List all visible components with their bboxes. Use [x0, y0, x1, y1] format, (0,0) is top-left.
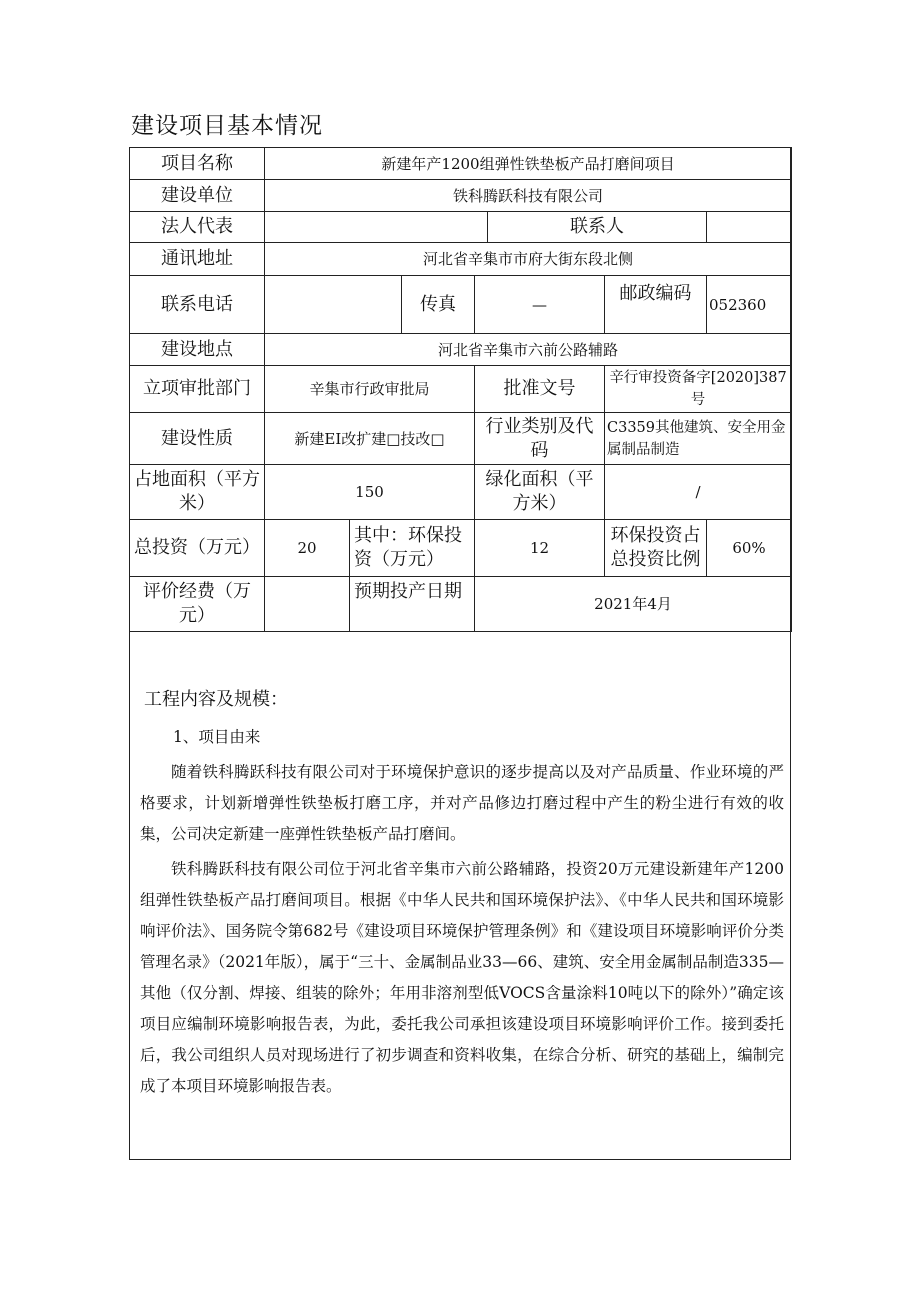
paragraph-background: 随着铁科腾跃科技有限公司对于环境保护意识的逐步提高以及对产品质量、作业环境的严格要求，计划新增弹性铁垫板打磨工序，并对产品修边打磨过程中产生的粉尘进行有效的收集，公司决定新建一座弹性铁垫板产品打磨间。 — [140, 763, 784, 843]
site-value: 河北省辛集市六前公路辅路 — [265, 334, 792, 366]
env-ratio-label: 环保投资占总投资比例 — [605, 520, 707, 577]
nature-label: 建设性质 — [130, 413, 265, 465]
industry-value: C3359其他建筑、安全用金属制品制造 — [605, 413, 792, 465]
green-area-label: 绿化面积（平方米） — [475, 465, 605, 520]
fax-value: — — [475, 276, 605, 334]
project-name-label: 项目名称 — [130, 148, 265, 180]
env-ratio-value: 60% — [707, 520, 792, 577]
legal-rep-label: 法人代表 — [130, 212, 265, 243]
eval-fee-value — [265, 577, 350, 632]
row-investment — [130, 520, 792, 577]
row-nature — [130, 413, 792, 465]
area-label: 占地面积（平方米） — [130, 465, 265, 520]
construction-unit-value: 铁科腾跃科技有限公司 — [265, 180, 792, 212]
legal-rep-value — [265, 212, 488, 243]
industry-label: 行业类别及代码 — [475, 413, 605, 465]
row-construction-unit — [130, 180, 792, 212]
env-invest-value: 12 — [475, 520, 605, 577]
page-title: 建设项目基本情况 — [131, 113, 323, 139]
contact-person-value — [707, 212, 792, 243]
row-phone — [130, 276, 792, 334]
project-name-value: 新建年产1200组弹性铁垫板产品打磨间项目 — [265, 148, 792, 180]
section-title: 工程内容及规模： — [144, 689, 288, 710]
approval-dept-label: 立项审批部门 — [130, 366, 265, 413]
fax-label: 传真 — [402, 276, 475, 334]
eval-fee-label: 评价经费（万元） — [130, 577, 265, 632]
start-date-value: 2021年4月 — [475, 577, 792, 632]
construction-unit-label: 建设单位 — [130, 180, 265, 212]
postcode-label: 邮政编码 — [605, 276, 707, 334]
phone-value — [265, 276, 402, 334]
row-area — [130, 465, 792, 520]
phone-label: 联系电话 — [130, 276, 265, 334]
row-approval — [130, 366, 792, 413]
green-area-value: / — [605, 465, 792, 520]
row-address — [130, 243, 792, 276]
nature-value: 新建EI改扩建□技改□ — [265, 413, 475, 465]
start-date-label: 预期投产日期 — [350, 577, 475, 632]
row-project-name — [130, 148, 792, 180]
site-label: 建设地点 — [130, 334, 265, 366]
approval-dept-value: 辛集市行政审批局 — [265, 366, 475, 413]
project-content — [140, 688, 784, 1102]
contact-person-label: 联系人 — [488, 212, 707, 243]
total-invest-label: 总投资（万元） — [130, 520, 265, 577]
row-eval-fee — [130, 577, 792, 632]
area-value: 150 — [265, 465, 475, 520]
env-invest-label: 其中：环保投资（万元） — [350, 520, 475, 577]
address-value: 河北省辛集市市府大街东段北侧 — [265, 243, 792, 276]
paragraph-project: 铁科腾跃科技有限公司位于河北省辛集市六前公路辅路，投资20万元建设新建年产1200组弹性铁垫板产品打磨间项目。根据《中华人民共和国环境保护法》、《中华人民共和国环境影响评价法》、国务院令第682号《建设项目环境保护管理条例》和《建设项目环境影响评价分类管理名录》（2021年版），属于“三十、金属制品业33—66、建筑、安全用金属制品制造335—其他（仅分割、焊接、组装的除外；年用非溶剂型低VOCS含量涂料10吨以下的除外）”确定该项目应编制环境影响报告表，为此，委托我公司承担该建设项目环境影响评价工作。接到委托后，我公司组织人员对现场进行了初步调查和资料收集，在综合分析、研究的基础上，编制完成了本项目环境影响报告表。 — [140, 860, 784, 1095]
project-info-table — [129, 147, 792, 632]
approval-doc-value: 辛行审投资备字[2020]387号 — [605, 366, 792, 413]
approval-doc-label: 批准文号 — [475, 366, 605, 413]
subsection-title: 1、项目由来 — [173, 728, 261, 746]
postcode-value: 052360 — [707, 276, 792, 334]
row-site — [130, 334, 792, 366]
row-legal-rep — [130, 212, 792, 243]
total-invest-value: 20 — [265, 520, 350, 577]
address-label: 通讯地址 — [130, 243, 265, 276]
